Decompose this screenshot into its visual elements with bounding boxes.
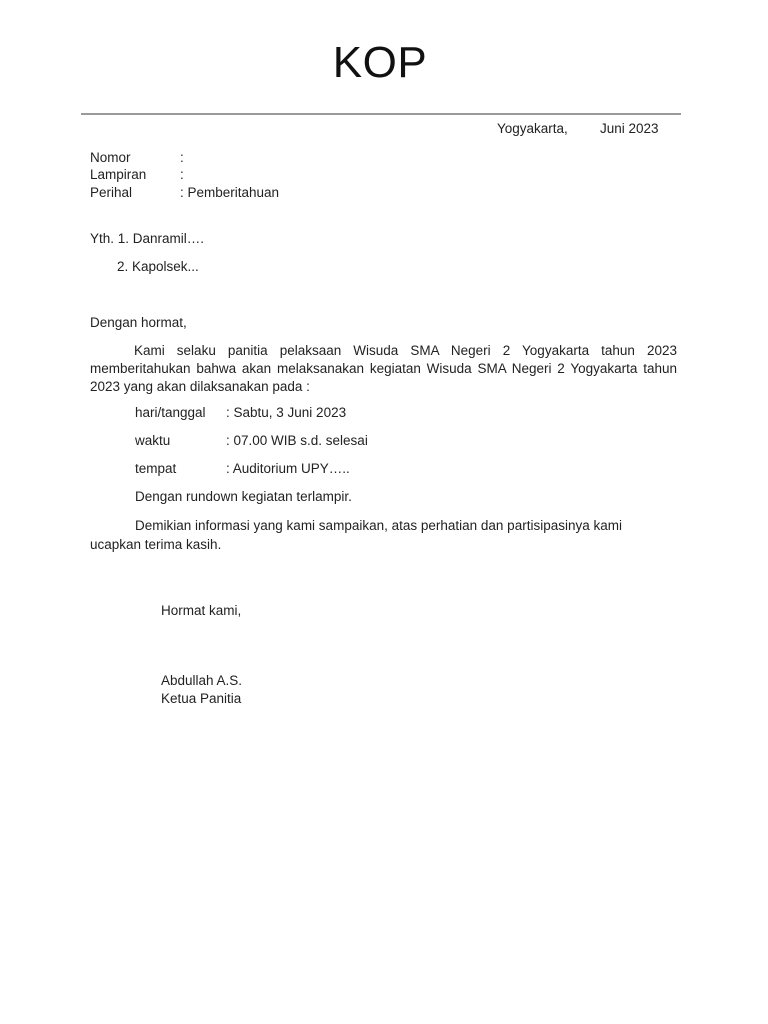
recipient-2: 2. Kapolsek... xyxy=(117,259,199,274)
paragraph-1-line-1: Kami selaku panitia pelaksaan Wisuda SMA Negeri 2 Yogyakarta tahun 2023 xyxy=(134,343,677,358)
recipient-1: Yth. 1. Danramil…. xyxy=(90,231,205,246)
date-value: Juni 2023 xyxy=(600,121,659,136)
detail-label-date: hari/tanggal xyxy=(135,405,206,420)
detail-label-time: waktu xyxy=(135,433,171,448)
field-value-lampiran: : xyxy=(180,167,184,182)
detail-value-time: : 07.00 WIB s.d. selesai xyxy=(226,433,368,448)
body-paragraph-1 xyxy=(90,342,677,396)
field-value-perihal: : Pemberitahuan xyxy=(180,185,280,200)
field-value-nomor: : xyxy=(180,150,184,165)
detail-value-date: : Sabtu, 3 Juni 2023 xyxy=(226,405,347,420)
closing-paragraph-line-2: ucapkan terima kasih. xyxy=(90,537,222,552)
field-label-perihal: Perihal xyxy=(90,185,133,200)
date-city: Yogyakarta, xyxy=(497,121,568,136)
paragraph-1-line-3: 2023 yang akan dilaksanakan pada : xyxy=(90,379,310,394)
rundown-note: Dengan rundown kegiatan terlampir. xyxy=(135,489,352,504)
field-label-nomor: Nomor xyxy=(90,150,131,165)
signature-closing: Hormat kami, xyxy=(161,603,242,618)
detail-value-place: : Auditorium UPY….. xyxy=(226,461,350,476)
signatory-name: Abdullah A.S. xyxy=(161,673,243,688)
salutation: Dengan hormat, xyxy=(90,315,187,330)
detail-label-place: tempat xyxy=(135,461,177,476)
field-label-lampiran: Lampiran xyxy=(90,167,147,182)
letterhead-divider xyxy=(81,113,681,115)
closing-paragraph-line-1: Demikian informasi yang kami sampaikan, atas perhatian dan partisipasinya kami xyxy=(135,518,622,533)
paragraph-1-line-2: memberitahukan bahwa akan melaksanakan kegiatan Wisuda SMA Negeri 2 Yogyakarta tahun xyxy=(90,361,677,376)
signatory-position: Ketua Panitia xyxy=(161,691,242,706)
letterhead-title: KOP xyxy=(332,38,428,87)
